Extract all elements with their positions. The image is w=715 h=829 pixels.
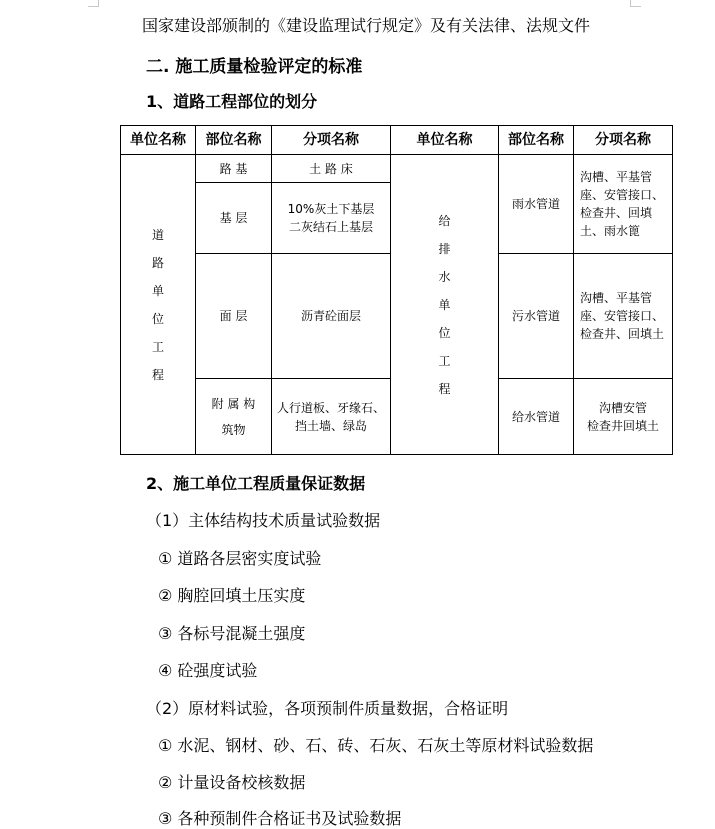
header-cell: 部位名称 xyxy=(196,126,272,155)
item-line: 沟槽安管 xyxy=(598,400,647,415)
page-corner-mark-right xyxy=(630,0,641,7)
part-cell: 给水管道 xyxy=(499,379,574,455)
list-item: ① 水泥、钢材、砂、石、砖、石灰、石灰土等原材料试验数据 xyxy=(158,736,594,755)
item-cell xyxy=(272,254,391,379)
road-works-division-table xyxy=(120,125,673,455)
subsection-title-2: 2、施工单位工程质量保证数据 xyxy=(146,474,366,493)
header-cell: 分项名称 xyxy=(574,126,673,155)
table-row xyxy=(121,155,673,183)
item-cell xyxy=(272,379,391,455)
item-line: 10%灰土下基层 xyxy=(287,202,375,216)
list-item: （2）原材料试验，各项预制件质量数据，合格证明 xyxy=(146,699,509,718)
list-item: ④ 砼强度试验 xyxy=(158,661,258,680)
section-title: 二. 施工质量检验评定的标准 xyxy=(146,57,363,77)
page-corner-mark-left xyxy=(88,0,99,7)
part-cell: 路 基 xyxy=(196,155,272,183)
item-line: 土、雨水篦 xyxy=(580,224,641,238)
item-line: 二灰结石上基层 xyxy=(288,220,373,234)
header-cell: 分项名称 xyxy=(272,126,391,155)
item-cell xyxy=(272,155,391,183)
item-line: 挡土墙、绿岛 xyxy=(294,418,367,433)
item-line: 座、安管接口、 xyxy=(580,309,665,323)
left-unit-cell xyxy=(121,155,196,455)
list-item: （1）主体结构技术质量试验数据 xyxy=(146,511,381,530)
item-cell xyxy=(272,183,391,254)
item-line: 检查井回填土 xyxy=(586,418,659,433)
header-cell: 单位名称 xyxy=(391,126,499,155)
part-cell: 基 层 xyxy=(196,183,272,254)
item-cell xyxy=(574,379,673,455)
item-line: 检查井、回填土 xyxy=(580,327,665,341)
part-label: 附 属 构筑物 xyxy=(211,396,256,437)
item-line: 沥青砼面层 xyxy=(300,309,361,323)
subsection-title-1: 1、道路工程部位的划分 xyxy=(146,92,318,111)
list-item: ① 道路各层密实度试验 xyxy=(158,549,322,568)
item-cell xyxy=(574,155,673,254)
item-line: 检查井、回填 xyxy=(580,206,653,220)
part-cell: 污水管道 xyxy=(499,254,574,379)
list-item: ② 胸腔回填土压实度 xyxy=(158,586,306,605)
right-unit-name: 给排水单位工程 xyxy=(438,213,451,396)
header-cell: 部位名称 xyxy=(499,126,574,155)
part-cell: 雨水管道 xyxy=(499,155,574,254)
right-unit-cell xyxy=(391,155,499,455)
part-cell xyxy=(196,379,272,455)
intro-line: 国家建设部颁制的《建设监理试行规定》及有关法律、法规文件 xyxy=(142,16,591,35)
item-line: 沟槽、平基管 xyxy=(580,291,653,305)
header-cell: 单位名称 xyxy=(121,126,196,155)
list-item: ③ 各标号混凝土强度 xyxy=(158,624,306,643)
table-header-row xyxy=(121,126,673,155)
item-line: 土 路 床 xyxy=(309,161,353,176)
left-unit-name: 道路单位工程 xyxy=(151,227,164,382)
list-item: ② 计量设备校核数据 xyxy=(158,773,306,792)
item-cell xyxy=(574,254,673,379)
item-line: 座、安管接口、 xyxy=(580,188,665,202)
item-line: 沟槽、平基管 xyxy=(580,170,653,184)
item-line: 人行道板、牙缘石、 xyxy=(276,400,385,415)
part-cell: 面 层 xyxy=(196,254,272,379)
list-item: ③ 各种预制件合格证书及试验数据 xyxy=(158,809,402,828)
